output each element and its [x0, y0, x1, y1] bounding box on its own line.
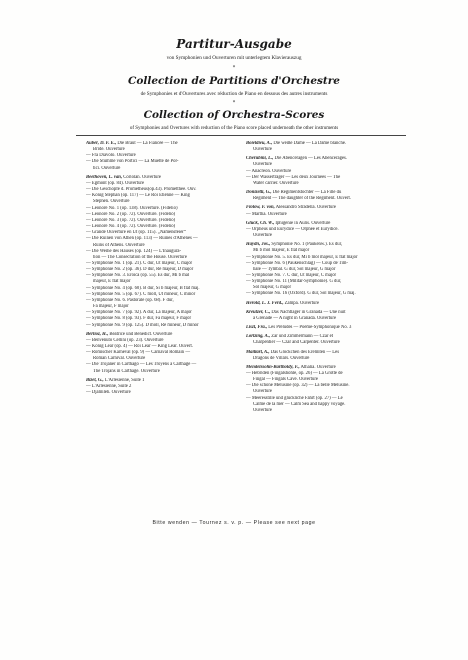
work-text: Charpentier — Czar and Carpenter. Ouverture — [253, 340, 340, 346]
work-text: Symphonie No. 1 (Paukenw.). Es dur, — [270, 242, 343, 248]
work-text: Stephen. Ouverture — [93, 199, 130, 205]
title-german: Partitur-Ausgabe — [176, 37, 292, 51]
work-text: — Die schöne Melusine (op. 32) — La belle Mélusine. — [246, 383, 350, 389]
right-column — [246, 141, 412, 417]
catalog-entry — [246, 190, 412, 202]
work-text: — Symphonie No. 6 (Paukenschlag) — Coup de Tim- — [246, 260, 348, 266]
work-text: Ouverture — [253, 407, 273, 413]
work-text: Sol majeur, G major — [253, 285, 292, 291]
composer-name: Cherubini, L., — [246, 156, 274, 162]
work-text: — König Lear (op. 4) — Roi Lear — King Lear. Ouvert. — [86, 344, 194, 349]
work-text: Alessandro Stradella. Ouverture — [274, 205, 336, 211]
catalog-entry — [246, 205, 412, 217]
catalog-entry — [246, 365, 412, 414]
catalog-entry — [86, 332, 256, 375]
entry-line — [246, 325, 412, 331]
catalog-entry — [86, 141, 256, 172]
work-text: Athalia. Ouverture — [299, 364, 336, 370]
work-text: — Benvenuto Cellini (op. 23). Ouverture — [86, 337, 164, 343]
composer-name: Auber, D. F. E., — [86, 141, 117, 146]
work-text: tici. Ouverture — [93, 165, 121, 171]
work-text: — Symphonie No. 5. Es dur, Mi b mol majeur, E flat major — [246, 254, 358, 260]
work-text: — Symphonie No. 8 (op. 93). F dur, Fa majeur, F major — [86, 316, 192, 322]
header-rule — [76, 135, 406, 136]
work-text: Régiment — The daughter of the Regiment. Ouvert. — [253, 196, 351, 202]
work-text: Die Abenceragen — Les Abencerages. — [273, 156, 348, 162]
entry-line — [246, 196, 412, 202]
work-text: Ouverture — [253, 233, 273, 239]
work-text: — Symphonie No. 11 (Militär-Symphonie). G dur, — [246, 279, 342, 285]
entry-line — [246, 212, 412, 218]
work-text: — Leonore No. 1 (op. 138). Ouverture. (Fidelio) — [86, 205, 178, 211]
composer-name: Beethoven, L. van, — [86, 174, 123, 180]
work-text: Zampa. Ouverture — [283, 300, 320, 306]
work-text: majeur, E flat major — [93, 279, 131, 285]
work-text: Calme de la mer — Calm Sea and happy voyage. — [253, 401, 346, 407]
left-column — [86, 141, 256, 399]
catalog-entry — [246, 301, 412, 307]
work-text: — Symphonie No. 1 (op. 21). C dur, Ut majeur, C major — [86, 260, 193, 266]
composer-name: Gluck, Ch. W., — [246, 220, 275, 226]
work-text: — Die Weihe des Hauses (op. 124) — L'Inaugura- — [86, 248, 182, 254]
entry-line — [86, 369, 256, 375]
catalog-entry — [246, 350, 412, 362]
work-text: — Leonore No. 4 (op. 72). Ouverture. (Fidelio) — [86, 224, 176, 230]
work-text: — Orpheus und Eurydice — Orphée et Eurydice. — [246, 226, 339, 232]
work-text: — Grande Ouverture en Ut (op. 115). „Namensfeier“ — [86, 230, 186, 236]
composer-name: Donizetti, G., — [246, 190, 272, 196]
entry-line — [246, 147, 412, 153]
entry-line — [86, 166, 256, 172]
work-text: Ouverture — [253, 147, 273, 153]
work-text: — Djamileh. Ouverture — [86, 390, 131, 396]
work-text: — Symphonie No. 9 (op. 125). D moll, Ré mineur, D minor — [86, 322, 199, 328]
work-text: tion — The Consecration of the House. Ouverture — [93, 254, 187, 260]
work-text: — Anacreon. Ouverture — [246, 168, 292, 174]
entry-line — [246, 316, 412, 322]
title-english: Collection of Orchestra-Scores — [143, 109, 325, 121]
work-text: Die weiße Dame — La Dame blanche. — [272, 141, 347, 146]
catalog-entry — [246, 156, 412, 187]
work-text: — Die Ruinen von Athen (op. 113) — Ruines d'Athènes — — [86, 236, 198, 242]
work-text: Ruins of Athens. Ouverture — [93, 242, 145, 248]
catalog-entry — [86, 378, 256, 396]
work-text: — Martha. Ouverture — [246, 211, 287, 217]
work-text: Coriolan. Ouverture — [122, 174, 161, 180]
entry-line — [246, 408, 412, 414]
work-text: — Hebriden (Fingalshöhle, op. 26) — La Grotte de — [246, 371, 343, 376]
work-text: bale — Tymbal. G dur, Sol majeur, G major — [253, 266, 336, 272]
entry-line — [86, 323, 256, 329]
catalog-entry — [246, 141, 412, 153]
composer-name: Kreutzer, C., — [246, 309, 271, 315]
catalog-entry — [246, 325, 412, 331]
work-text: Dragons de Villars. Ouverture — [253, 355, 310, 361]
work-text: — Symphonie No. 3. Eroica (op. 55). Es dur, Mi b mal — [86, 273, 190, 279]
composer-name: Mendelssohn-Bartholdy, F., — [246, 364, 300, 370]
work-text: — Römischer Karneval (op. 9) — Carnaval Romain — — [86, 350, 191, 356]
work-text: Zar und Zimmermann — Czar et — [270, 334, 334, 340]
work-text: Das Glöckchen des Eremiten — Les — [269, 349, 340, 355]
work-text: Ouverture — [253, 389, 273, 395]
separator-star: * — [232, 65, 236, 71]
work-text: Mi b mol majeur, E flat major — [253, 248, 310, 254]
work-text: Fa majeur, F major — [93, 304, 129, 310]
entry-line — [246, 233, 412, 239]
work-text: — Symphonie No. 4 (op. 60). B dur, Si b majeur, B flat maj. — [86, 285, 200, 291]
composer-name: Liszt, Fra., — [246, 325, 268, 331]
work-text: — Symphonie No. 6. Pastorale (op. 68). F dur, — [86, 297, 174, 303]
work-text: Iphigenie in Aulis. Ouverture — [274, 220, 331, 226]
work-text: Die Regimentstochter — La Fille du — [271, 190, 342, 196]
work-text: L'Arlésienne, Suite 1 — [103, 377, 145, 383]
composer-name: Bizet, G., — [86, 377, 104, 383]
composer-name: Flotow, F. von, — [246, 205, 275, 211]
work-text: — Leonore No. 2 (op. 72). Ouverture. (Fidelio) — [86, 211, 176, 217]
work-text: — Symphonie No. 16 (Oxford). G dur, Sol majeur, G maj. — [246, 291, 356, 297]
composer-name: Haydn, Jos., — [246, 242, 271, 248]
work-text: Bride. Ouverture — [93, 147, 125, 153]
catalog-entry — [86, 175, 256, 329]
work-text: — Symphonie No. 7. C dur, Ut majeur, C major — [246, 272, 337, 278]
work-text: Das Nachtlager in Granada — Une nuit — [270, 309, 346, 315]
catalog-entry — [246, 242, 412, 297]
work-text: — Die Geschöpfe d. Prometheus(op.43). Prometthée. Ouv. — [86, 187, 197, 193]
work-text: — König Stephan (op. 117) — Le Roi Étienne — King — [86, 193, 190, 199]
subtitle-english: of Symphonies and Overtures with reduction of the Piano score placed underneath the other instruments — [129, 126, 339, 131]
catalog-entry — [246, 334, 412, 346]
work-text: — Leonore No. 3 (op. 72). Ouverture. (Fidelio) — [86, 217, 176, 223]
work-text: Die Braut — La Fiancée — The — [116, 141, 178, 146]
subtitle-french: de Symphonies et d'Ouvertures avec réduction de Piano en dessous des autres instruments — [140, 91, 328, 97]
entry-line — [246, 181, 412, 187]
work-text: Water carrier. Ouverture — [253, 180, 299, 186]
separator-star: * — [232, 100, 236, 106]
work-text: Béatrice und Benedict. Ouverture — [108, 331, 173, 337]
catalog-entry — [246, 221, 412, 239]
work-text: The Trojans in Carthage. Ouverture — [93, 368, 160, 374]
work-text: Ouverture — [253, 162, 273, 168]
composer-name: Boieldieu, A., — [246, 141, 273, 146]
work-text: — Die Stumme von Portici — La Muette de Por- — [86, 159, 179, 165]
work-text: — L'Arlésienne, Suite 2 — [86, 383, 132, 389]
entry-line — [246, 356, 412, 362]
composer-name: Herold, L. J. Ferd., — [246, 300, 284, 306]
entry-line — [246, 340, 412, 346]
entry-line — [246, 301, 412, 307]
work-text: Les Préludes — Poème-Symphonique No. 3 — [267, 325, 352, 331]
work-text: — Die Trojaner in Carthago — Les Troyens à Carthage — — [86, 362, 197, 368]
composer-name: Lortzing, A., — [246, 334, 271, 340]
work-text: Roman Carnival. Ouverture — [93, 356, 146, 362]
work-text: — Meeresstille und glückliche Fahrt (op. 27) — Le — [246, 395, 343, 401]
title-french: Collection de Partitions d'Orchestre — [128, 75, 340, 87]
work-text: — Fra Diavolo. Ouverture — [86, 153, 136, 159]
composer-name: Berlioz, H., — [86, 331, 109, 337]
entry-line — [246, 291, 412, 297]
catalog-entry — [246, 310, 412, 322]
page-footer: Bitte wenden — Tournez s. v. p. — Please see next page — [152, 520, 316, 526]
subtitle-german: von Symphonien und Ouverturen mit unterlegtem Klavierauszug — [166, 55, 302, 61]
work-text: — Symphonie No. 2 (op. 36). D dur, Ré majeur, D major — [86, 267, 194, 273]
work-text: Fingal — Fingals Cave. Ouverture — [253, 377, 318, 383]
work-text: — Symphonie No. 5 (op. 67). C moll, Ut mineur, C minor — [86, 291, 196, 297]
work-text: — Symphonie No. 7 (op. 92). A dur, La majeur, A major — [86, 310, 192, 316]
entry-line — [86, 390, 256, 396]
work-text: — Der Wasserträger — Les deux Journées — The — [246, 174, 341, 180]
composer-name: Maillart, A., — [246, 349, 270, 355]
work-text: — Egmont (op. 84). Ouverture — [86, 180, 145, 186]
work-text: à Grenade — A night in Granada. Ouverture — [253, 315, 337, 321]
